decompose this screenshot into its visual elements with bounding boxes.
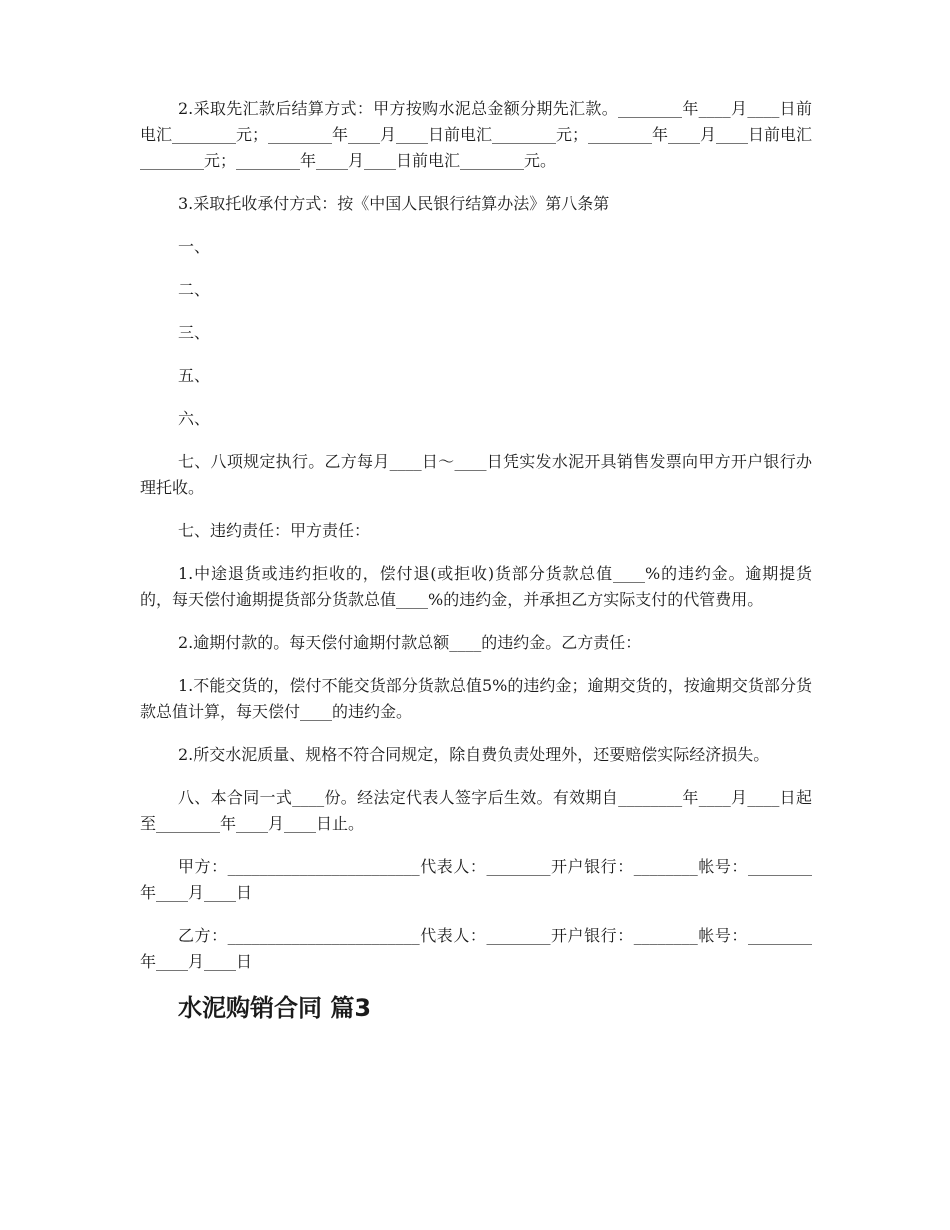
party-a-liability-1: 1.中途退货或违约拒收的，偿付退(或拒收)货部分货款总值____%的违约金。逾期提货的，每天偿付逾期提货部分货款总值____%的违约金，并承担乙方实际支付的代管费用。: [140, 564, 812, 609]
document-page: [140, 96, 812, 1024]
list-item-6: 六、: [178, 409, 211, 428]
clause-collection-rule: 七、八项规定执行。乙方每月____日～____日凭实发水泥开具销售发票向甲方开户银行办理托收。: [140, 452, 812, 497]
party-b-liability-1: 1.不能交货的，偿付不能交货部分货款总值5%的违约金；逾期交货的，按逾期交货部分货款总值计算，每天偿付____的违约金。: [140, 676, 812, 721]
party-b-liability-2: 2.所交水泥质量、规格不符合同规定，除自费负责处理外，还要赔偿实际经济损失。: [178, 745, 770, 764]
list-item-2: 二、: [178, 280, 211, 299]
section-heading: 水泥购销合同 篇3: [178, 994, 372, 1022]
list-item-1: 一、: [178, 237, 211, 256]
list-item-3: 三、: [178, 323, 211, 342]
list-item-5: 五、: [178, 366, 211, 385]
clause-collection: 3.采取托收承付方式：按《中国人民银行结算办法》第八条第: [178, 194, 610, 213]
signature-party-b: 乙方：________________________代表人：________开户银行：________帐号：________年____月____日: [140, 926, 812, 971]
signature-party-a: 甲方：________________________代表人：________开户银行：________帐号：________年____月____日: [140, 857, 812, 902]
clause-liability-title: 七、违约责任：甲方责任：: [178, 521, 371, 540]
clause-copies-validity: 八、本合同一式____份。经法定代表人签字后生效。有效期自________年____月____日起至________年____月____日止。: [140, 788, 812, 833]
party-a-liability-2: 2.逾期付款的。每天偿付逾期付款总额____的违约金。乙方责任：: [178, 633, 642, 652]
clause-remittance: 2.采取先汇款后结算方式：甲方按购水泥总金额分期先汇款。________年____月____日前电汇________元；________年____月____日前电汇________元；________年____月____日前电汇________元；________年____月____日前电汇________元。: [140, 99, 813, 170]
